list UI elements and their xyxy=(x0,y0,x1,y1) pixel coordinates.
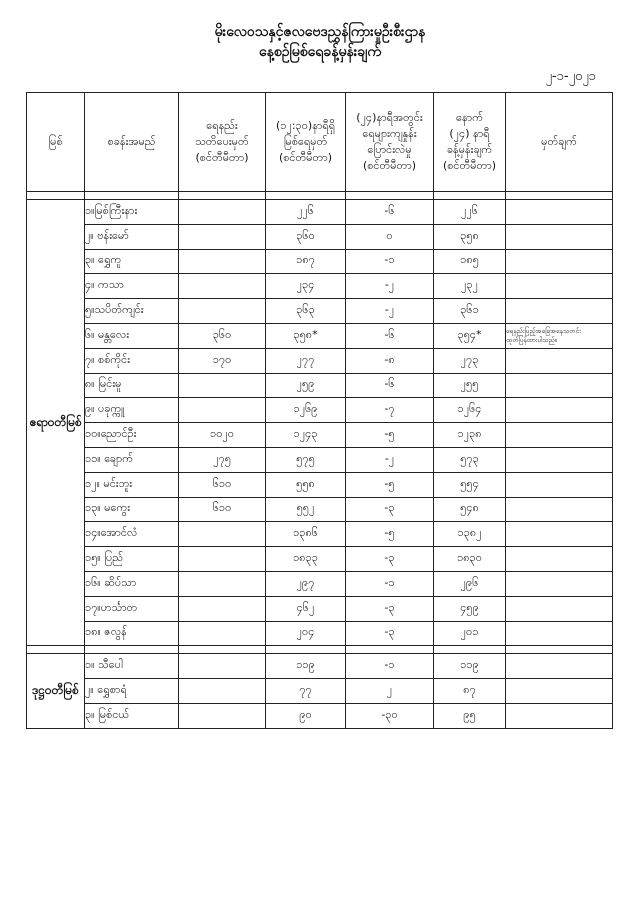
current-level-cell: ၂၉၇ xyxy=(266,571,346,596)
header-remarks xyxy=(506,93,613,192)
forecast-cell: ၁၈၅ xyxy=(434,249,506,274)
spacer-cell xyxy=(346,646,434,654)
header-line: မြစ် xyxy=(48,135,63,148)
report-date: ၂-၁-၂၀၂၁ xyxy=(545,69,596,84)
spacer-cell xyxy=(506,646,613,654)
danger-level-cell xyxy=(179,703,266,728)
danger-level-cell xyxy=(179,596,266,621)
station-name-cell: ၂။ ဗန်းမော် xyxy=(85,224,179,249)
table-row xyxy=(27,224,613,249)
remarks-cell xyxy=(506,547,613,572)
header-line: (စင်တီမီတာ) xyxy=(362,159,417,172)
table-row xyxy=(27,621,613,646)
forecast-cell: ၂၉၆ xyxy=(434,571,506,596)
forecast-cell: ၅၄၈ xyxy=(434,497,506,522)
spacer-cell xyxy=(27,192,85,200)
danger-level-cell: ၁၇၀ xyxy=(179,348,266,373)
current-level-cell: ၅၅၂ xyxy=(266,497,346,522)
header-line: (စင်တီမီတာ) xyxy=(442,159,497,172)
station-name-cell: ၈။ မြင်းမူ xyxy=(85,373,179,398)
current-level-cell: ၅၇၅ xyxy=(266,447,346,472)
header-line: ရေများကျနှုန်း xyxy=(362,127,417,140)
remarks-cell xyxy=(506,522,613,547)
current-level-cell: ၁၂၄၃ xyxy=(266,423,346,448)
danger-level-cell xyxy=(179,274,266,299)
forecast-cell: ၃၅၄* xyxy=(434,323,506,348)
change-cell: -၃ xyxy=(346,497,434,522)
forecast-cell: ၂၇၃ xyxy=(434,348,506,373)
remarks-cell xyxy=(506,472,613,497)
spacer-cell xyxy=(85,192,179,200)
station-name-cell: ၁၁။ ချောက် xyxy=(85,447,179,472)
remarks-line: ရေနည်းပြည့်အခြေအနေသတင်း xyxy=(506,326,581,335)
spacer-cell xyxy=(27,646,85,654)
current-level-cell: ၁၈၇ xyxy=(266,249,346,274)
spacer-cell xyxy=(266,646,346,654)
table-header-row xyxy=(27,93,613,192)
forecast-cell: ၅၇၃ xyxy=(434,447,506,472)
table-row xyxy=(27,497,613,522)
remarks-cell xyxy=(506,373,613,398)
danger-level-cell: ၆၁၀ xyxy=(179,497,266,522)
current-level-cell: ၂၅၉ xyxy=(266,373,346,398)
header-line: (၁၂:၃၀)နာရီရှိ xyxy=(275,119,336,132)
header-line: (၂၄)နာရီအတွင်း xyxy=(356,111,423,124)
change-cell: -၂ xyxy=(346,447,434,472)
remarks-cell xyxy=(506,571,613,596)
change-cell: -၃၀ xyxy=(346,703,434,728)
station-name-cell: ၅။သပိတ်ကျင်း xyxy=(85,299,179,324)
station-name-cell: ၂။ ရွှေစာရံ xyxy=(85,679,179,704)
spacer-cell xyxy=(85,646,179,654)
change-cell: -၁ xyxy=(346,654,434,679)
danger-level-cell xyxy=(179,654,266,679)
forecast-cell: ၉၅ xyxy=(434,703,506,728)
current-level-cell: ၃၅၈* xyxy=(266,323,346,348)
danger-level-cell xyxy=(179,522,266,547)
table-row xyxy=(27,596,613,621)
table-row xyxy=(27,547,613,572)
change-cell: -၅ xyxy=(346,423,434,448)
spacer-cell xyxy=(506,192,613,200)
remarks-line: ထုတ်ပြန်ထားပါသည်။ xyxy=(506,335,557,344)
remarks-cell xyxy=(506,654,613,679)
forecast-cell: ၁၂၃၈ xyxy=(434,423,506,448)
change-cell: ၀ xyxy=(346,224,434,249)
table-row xyxy=(27,323,613,348)
remarks-cell xyxy=(506,299,613,324)
change-cell: -၁ xyxy=(346,571,434,596)
current-level-cell: ၉၀ xyxy=(266,703,346,728)
change-cell: -၇ xyxy=(346,398,434,423)
station-name-cell: ၁၃။ မကွေး xyxy=(85,497,179,522)
river-name-cell: ဧရာဝတီမြစ် xyxy=(27,200,85,646)
station-name-cell: ၁၇။ဟင်္သာတ xyxy=(85,596,179,621)
remarks-cell xyxy=(506,249,613,274)
spacer-cell xyxy=(179,192,266,200)
spacer-cell xyxy=(434,646,506,654)
change-cell: -၁ xyxy=(346,249,434,274)
current-level-cell: ၁၁၉ xyxy=(266,654,346,679)
forecast-table xyxy=(26,92,613,729)
table-row xyxy=(27,274,613,299)
remarks-cell xyxy=(506,323,613,348)
danger-level-cell xyxy=(179,224,266,249)
page-subtitle: နေ့စဉ်မြစ်ရေခန့်မှန်းချက် xyxy=(258,44,382,60)
change-cell: -၃ xyxy=(346,621,434,646)
table-body xyxy=(27,192,613,729)
remarks-cell xyxy=(506,423,613,448)
danger-level-cell xyxy=(179,200,266,225)
header-line: (စင်တီမီတာ) xyxy=(195,151,249,164)
change-cell: -၆ xyxy=(346,373,434,398)
change-cell: -၂ xyxy=(346,299,434,324)
current-level-cell: ၂၇၇ xyxy=(266,348,346,373)
header-station xyxy=(85,93,179,192)
change-cell: -၆ xyxy=(346,323,434,348)
page-title: မိုးလေဝသနှင့်ဇလဗေဒညွှန်ကြားမှုဦးစီးဌာန xyxy=(214,24,426,40)
forecast-cell: ၃၅၈ xyxy=(434,224,506,249)
remarks-cell xyxy=(506,447,613,472)
current-level-cell: ၃၆၃ xyxy=(266,299,346,324)
remarks-cell xyxy=(506,200,613,225)
header-line: ခန့်မှန်းချက် xyxy=(446,143,493,156)
header-change xyxy=(346,93,434,192)
river-name-cell: ဒုဋ္ဌဝတီမြစ် xyxy=(27,654,85,728)
header-forecast xyxy=(434,93,506,192)
forecast-cell: ၁၈၃၀ xyxy=(434,547,506,572)
change-cell: -၃ xyxy=(346,547,434,572)
header-line: စခန်းအမည် xyxy=(107,135,156,148)
forecast-cell: ၂၂၆ xyxy=(434,200,506,225)
table-row xyxy=(27,373,613,398)
station-name-cell: ၄။ ကသာ xyxy=(85,274,179,299)
station-name-cell: ၆။ မန္တလေး xyxy=(85,323,179,348)
station-name-cell: ၃။ ရွှေကူ xyxy=(85,249,179,274)
change-cell: -၆ xyxy=(346,200,434,225)
forecast-cell: ၈၇ xyxy=(434,679,506,704)
current-level-cell: ၂၃၄ xyxy=(266,274,346,299)
current-level-cell: ၁၂၆၉ xyxy=(266,398,346,423)
forecast-cell: ၁၃၈၂ xyxy=(434,522,506,547)
station-name-cell: ၁။မြစ်ကြီးနား xyxy=(85,200,179,225)
danger-level-cell xyxy=(179,299,266,324)
danger-level-cell xyxy=(179,621,266,646)
forecast-cell: ၁၂၆၄ xyxy=(434,398,506,423)
danger-level-cell xyxy=(179,679,266,704)
change-cell: -၅ xyxy=(346,472,434,497)
current-level-cell: ၂၀၄ xyxy=(266,621,346,646)
remarks-cell xyxy=(506,348,613,373)
forecast-cell: ၂၅၅ xyxy=(434,373,506,398)
group-spacer-row xyxy=(27,646,613,654)
header-danger-level xyxy=(179,93,266,192)
header-line: (၂၄) နာရီ xyxy=(449,127,490,140)
change-cell: -၅ xyxy=(346,522,434,547)
danger-level-cell: ၁၀၂၀ xyxy=(179,423,266,448)
header-line: (စင်တီမီတာ) xyxy=(278,151,333,164)
table-row xyxy=(27,571,613,596)
station-name-cell: ၁၀။ညောင်ဦး xyxy=(85,423,179,448)
table-row xyxy=(27,679,613,704)
station-name-cell: ၃။ မြစ်ငယ် xyxy=(85,703,179,728)
change-cell: ၂ xyxy=(346,679,434,704)
table-row xyxy=(27,348,613,373)
danger-level-cell: ၆၁၀ xyxy=(179,472,266,497)
change-cell: -၈ xyxy=(346,348,434,373)
forecast-cell: ၁၁၉ xyxy=(434,654,506,679)
header-line: ပြောင်းလဲမှု xyxy=(367,143,412,156)
header-line: သတိပေးမှတ် xyxy=(195,135,249,148)
station-name-cell: ၁၅။ ပြည် xyxy=(85,547,179,572)
remarks-cell xyxy=(506,679,613,704)
remarks-cell xyxy=(506,621,613,646)
forecast-cell: ၄၅၉ xyxy=(434,596,506,621)
remarks-cell xyxy=(506,596,613,621)
station-name-cell: ၁။ သီပေါ xyxy=(85,654,179,679)
current-level-cell: ၄၆၂ xyxy=(266,596,346,621)
table-row xyxy=(27,472,613,497)
table-row xyxy=(27,423,613,448)
group-spacer-row xyxy=(27,192,613,200)
station-name-cell: ၁၈။ ဇလွန် xyxy=(85,621,179,646)
forecast-cell: ၅၅၄ xyxy=(434,472,506,497)
header-river xyxy=(27,93,85,192)
table-row xyxy=(27,398,613,423)
danger-level-cell xyxy=(179,547,266,572)
spacer-cell xyxy=(434,192,506,200)
station-name-cell: ၁၆။ ဆိပ်သာ xyxy=(85,571,179,596)
danger-level-cell xyxy=(179,571,266,596)
table-row xyxy=(27,654,613,679)
table-row xyxy=(27,447,613,472)
danger-level-cell xyxy=(179,373,266,398)
table-row xyxy=(27,522,613,547)
remarks-cell xyxy=(506,497,613,522)
forecast-cell: ၂၀၁ xyxy=(434,621,506,646)
current-level-cell: ၁၈၃၃ xyxy=(266,547,346,572)
table-row xyxy=(27,249,613,274)
current-level-cell: ၁၃၈၆ xyxy=(266,522,346,547)
header-line: နောက် xyxy=(456,111,483,124)
remarks-cell xyxy=(506,224,613,249)
table-row xyxy=(27,299,613,324)
header-line: ရေနည်း xyxy=(206,119,238,132)
spacer-cell xyxy=(179,646,266,654)
danger-level-cell xyxy=(179,249,266,274)
spacer-cell xyxy=(346,192,434,200)
current-level-cell: ၂၂၆ xyxy=(266,200,346,225)
remarks-cell xyxy=(506,274,613,299)
header-line: မြစ်ရေမှတ် xyxy=(283,135,328,148)
spacer-cell xyxy=(266,192,346,200)
station-name-cell: ၇။ စစ်ကိုင်း xyxy=(85,348,179,373)
table-row xyxy=(27,703,613,728)
remarks-cell xyxy=(506,398,613,423)
station-name-cell: ၁၂။ မင်းဘူး xyxy=(85,472,179,497)
forecast-cell: ၃၆၁ xyxy=(434,299,506,324)
forecast-cell: ၂၃၂ xyxy=(434,274,506,299)
station-name-cell: ၉။ ပခုက္ကူ xyxy=(85,398,179,423)
change-cell: -၂ xyxy=(346,274,434,299)
danger-level-cell: ၃၆၀ xyxy=(179,323,266,348)
header-line: မှတ်ချက် xyxy=(541,135,577,148)
current-level-cell: ၇၇ xyxy=(266,679,346,704)
station-name-cell: ၁၄။အောင်လံ xyxy=(85,522,179,547)
danger-level-cell xyxy=(179,398,266,423)
danger-level-cell: ၂၇၅ xyxy=(179,447,266,472)
table-row xyxy=(27,200,613,225)
change-cell: -၃ xyxy=(346,596,434,621)
remarks-cell xyxy=(506,703,613,728)
current-level-cell: ၅၅၈ xyxy=(266,472,346,497)
current-level-cell: ၃၆၀ xyxy=(266,224,346,249)
header-current-level xyxy=(266,93,346,192)
